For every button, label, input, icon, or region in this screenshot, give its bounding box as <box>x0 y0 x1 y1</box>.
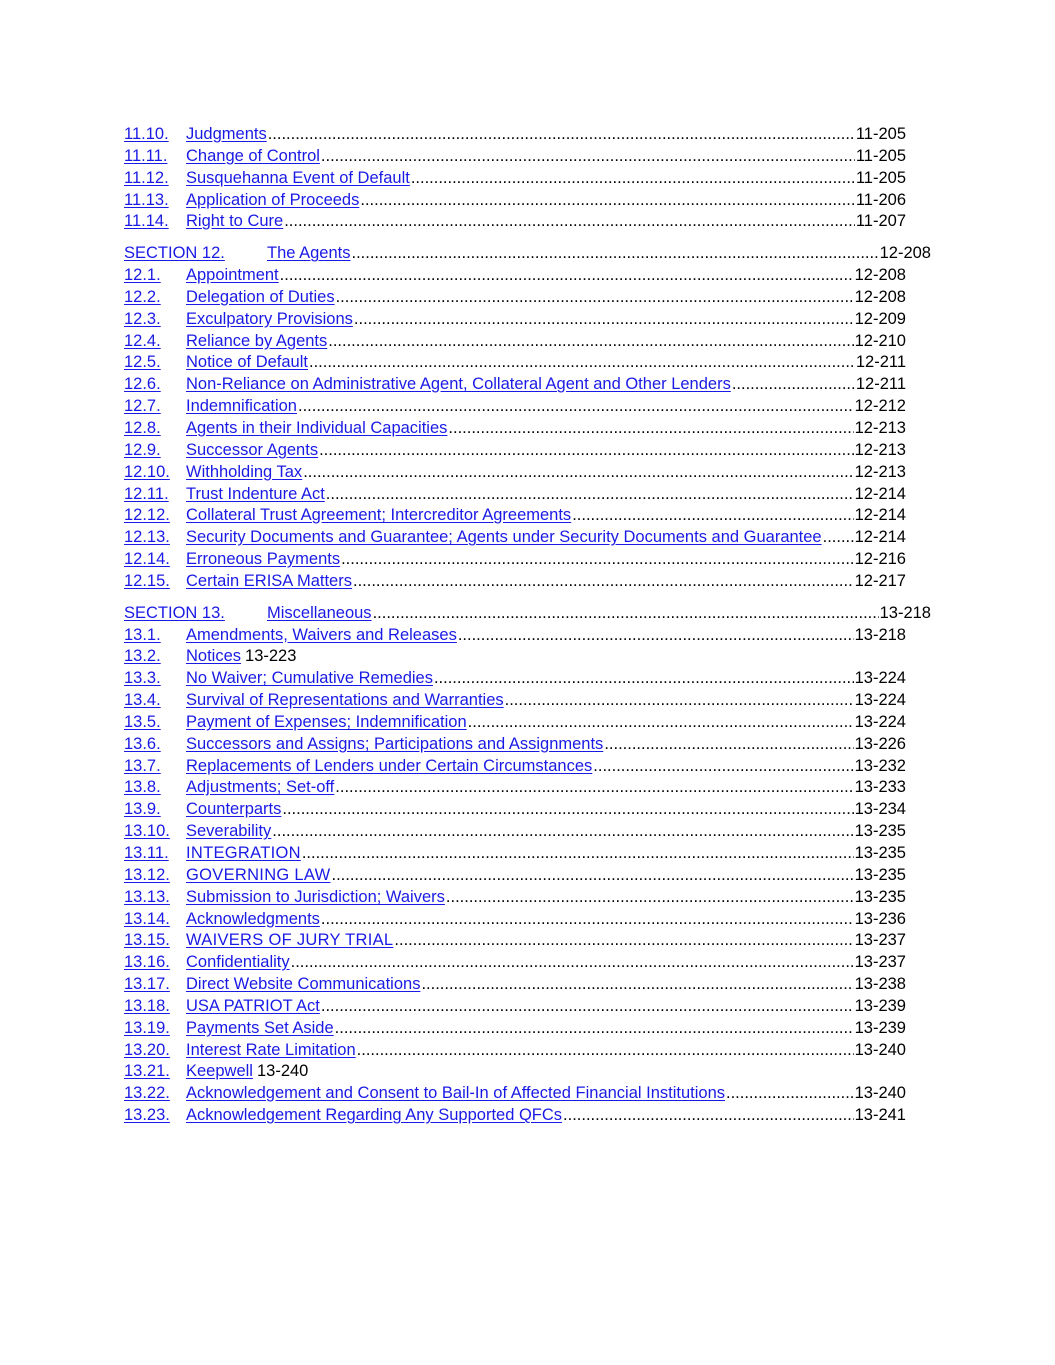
toc-page-number: 13-234 <box>854 800 906 819</box>
toc-entry-number-link[interactable]: 13.5. <box>124 712 161 731</box>
dot-leader <box>303 462 853 484</box>
dot-leader <box>411 168 855 190</box>
toc-entry <box>124 168 906 190</box>
toc-entry-title-link[interactable]: Application of Proceeds <box>186 190 360 209</box>
toc-page-number: 12-213 <box>854 462 906 481</box>
toc-entry <box>124 440 906 462</box>
toc-entry-title-link[interactable]: Miscellaneous <box>267 603 372 622</box>
dot-leader <box>309 352 855 374</box>
toc-page-number: 12-208 <box>854 287 906 306</box>
toc-entry-title-link[interactable]: Right to Cure <box>186 212 284 231</box>
toc-page-number: 12-214 <box>854 506 906 525</box>
toc-entry-title-link[interactable]: Adjustments; Set-off <box>186 778 335 797</box>
toc-entry <box>124 549 906 571</box>
toc-page-number: 13-240 <box>256 1062 309 1081</box>
toc-page-number: 13-239 <box>854 996 906 1015</box>
toc-entry-number-link[interactable]: 13.15. <box>124 931 170 950</box>
dot-leader <box>357 1040 854 1062</box>
dot-leader <box>319 440 854 462</box>
toc-entry-title-link[interactable]: Notice of Default <box>186 353 308 372</box>
dot-leader <box>563 1105 854 1127</box>
toc-page-number: 12-214 <box>854 484 906 503</box>
toc-page-number: 12-214 <box>854 528 906 547</box>
dot-leader <box>421 974 853 996</box>
toc-entry-title-link[interactable]: Certain ERISA Matters <box>186 571 352 590</box>
toc-entry-number-link[interactable]: 13.13. <box>124 887 170 906</box>
toc-entry-title-link[interactable]: Collateral Trust Agreement; Intercreditor Agreements <box>186 506 572 525</box>
dot-leader <box>291 952 854 974</box>
toc-entry-title-link[interactable]: Replacements of Lenders under Certain Circumstances <box>186 756 593 775</box>
toc-page-number: 13-236 <box>854 909 906 928</box>
toc-page-number: 12-217 <box>854 571 906 590</box>
dot-leader <box>321 996 854 1018</box>
toc-entry-number-link[interactable]: 12.1. <box>124 266 161 285</box>
dot-leader <box>360 190 854 212</box>
toc-entry-number-link[interactable]: 13.6. <box>124 734 161 753</box>
toc-entry-title-link[interactable]: WAIVERS OF JURY TRIAL <box>186 931 394 950</box>
toc-entry-title-link[interactable]: Survival of Representations and Warranties <box>186 691 504 710</box>
toc-entry <box>124 625 906 647</box>
toc-entry-number-link[interactable]: 13.2. <box>124 647 161 666</box>
toc-page-number: 13-224 <box>854 691 906 710</box>
toc-page-number: 12-211 <box>855 353 906 372</box>
toc-entry <box>124 418 906 440</box>
toc-entry-title-link[interactable]: Submission to Jurisdiction; Waivers <box>186 887 445 906</box>
toc-page-number: 11-206 <box>855 190 906 209</box>
toc-entry-number-link[interactable]: 11.12. <box>124 168 169 187</box>
toc-entry <box>124 287 906 309</box>
toc-page-number: 13-237 <box>854 931 906 950</box>
dot-leader <box>268 124 855 146</box>
toc-entry-number-link[interactable]: 13.9. <box>124 800 161 819</box>
toc-entry <box>124 484 906 506</box>
toc-entry-title-link[interactable]: Keepwell <box>186 1062 253 1081</box>
toc-page-number: 13-235 <box>854 844 906 862</box>
toc-entry <box>124 309 906 331</box>
toc-entry <box>124 777 906 799</box>
toc-entry-number-link[interactable]: 11.14. <box>124 212 169 231</box>
toc-entry-title-link[interactable]: Susquehanna Event of Default <box>186 168 410 187</box>
toc-page-number: 12-213 <box>854 418 906 437</box>
toc-page-number: 13-240 <box>854 1040 906 1059</box>
toc-entry-number-link[interactable]: 12.6. <box>124 375 161 394</box>
toc-entry-number-link[interactable]: 13.14. <box>124 909 170 928</box>
toc-entry-title-link[interactable]: Direct Website Communications <box>186 975 421 994</box>
toc-page-number: 13-218 <box>879 603 931 622</box>
toc-entry-title-link[interactable]: Erroneous Payments <box>186 550 341 569</box>
toc-entry-number-link[interactable]: 13.11. <box>124 844 169 862</box>
dot-leader <box>468 712 854 734</box>
toc-entry <box>124 352 906 374</box>
toc-entry <box>124 1018 906 1040</box>
toc-entry-title-link[interactable]: Successors and Assigns; Participations and Assignments <box>186 734 604 753</box>
dot-leader <box>732 374 855 396</box>
toc-entry-title-link[interactable]: Counterparts <box>186 800 282 819</box>
toc-entry <box>124 1105 906 1127</box>
toc-entry-number-link[interactable]: 13.3. <box>124 669 161 688</box>
toc-entry-number-link[interactable]: 12.5. <box>124 353 161 372</box>
toc-page-number: 12-212 <box>854 397 906 416</box>
toc-entry-number-link[interactable]: 13.23. <box>124 1106 170 1125</box>
toc-entry <box>124 668 906 690</box>
toc-page-number: 13-237 <box>854 953 906 972</box>
toc-entry-title-link[interactable]: Appointment <box>186 266 279 285</box>
toc-entry <box>124 712 906 734</box>
dot-leader <box>353 571 854 593</box>
toc-page-number: 11-205 <box>855 168 906 187</box>
toc-entry-number-link[interactable]: 12.12. <box>124 506 170 525</box>
toc-entry-title-link[interactable]: Interest Rate Limitation <box>186 1040 356 1059</box>
dot-leader <box>321 146 855 168</box>
dot-leader <box>336 287 854 309</box>
toc-entry-number-link[interactable]: 13.16. <box>124 953 170 972</box>
toc-entry <box>124 190 906 212</box>
dot-leader <box>505 690 854 712</box>
toc-page-number: 12-211 <box>855 375 906 394</box>
toc-entry-number-link[interactable]: 13.22. <box>124 1084 170 1103</box>
toc-entry <box>124 756 906 778</box>
toc-entry-number-link[interactable]: 13.21. <box>124 1062 170 1081</box>
toc-entry-number-link[interactable]: 11.11. <box>124 146 168 165</box>
toc-entry <box>124 462 906 484</box>
toc-entry <box>124 843 906 865</box>
toc-entry-title-link[interactable]: Security Documents and Guarantee; Agents under Security Documents and Guarantee <box>186 528 822 547</box>
toc-entry-number-link[interactable]: 12.9. <box>124 440 161 459</box>
toc-page-number: 12-210 <box>854 331 906 350</box>
toc-entry-number-link[interactable]: 12.2. <box>124 287 161 306</box>
toc-section-heading <box>124 243 931 265</box>
toc-entry-number-link[interactable]: 12.13. <box>124 528 170 547</box>
dot-leader <box>280 265 854 287</box>
toc-entry-title-link[interactable]: INTEGRATION <box>186 844 301 862</box>
toc-section-heading <box>124 603 931 625</box>
toc-entry <box>124 909 906 931</box>
dot-leader <box>331 865 853 887</box>
toc-entry-number-link[interactable]: SECTION 13. <box>124 603 225 622</box>
dot-leader <box>458 625 854 647</box>
toc-page-number: 13-235 <box>854 887 906 906</box>
dot-leader <box>351 243 878 265</box>
toc-entry <box>124 1061 906 1083</box>
toc-page-number: 13-235 <box>854 822 906 841</box>
toc-page-number: 12-208 <box>879 244 931 263</box>
toc-entry-title-link[interactable]: Severability <box>186 822 272 841</box>
toc-entry-title-link[interactable]: Non-Reliance on Administrative Agent, Collateral Agent and Other Lenders <box>186 375 731 394</box>
toc-page-number: 13-224 <box>854 712 906 731</box>
toc-page-number: 12-216 <box>854 550 906 569</box>
toc-entry <box>124 571 906 593</box>
toc-entry-number-link[interactable]: 12.10. <box>124 462 170 481</box>
toc-entry-number-link[interactable]: 12.14. <box>124 550 170 569</box>
toc-entry <box>124 505 906 527</box>
toc-page-number: 11-205 <box>855 146 906 165</box>
dot-leader <box>321 909 854 931</box>
toc-entry <box>124 865 906 887</box>
toc-page-number: 13-223 <box>245 647 297 666</box>
toc-page-number: 13-224 <box>854 669 906 688</box>
toc-entry <box>124 734 906 756</box>
dot-leader <box>446 887 854 909</box>
toc-entry-title-link[interactable]: Indemnification <box>186 397 297 416</box>
dot-leader <box>335 777 853 799</box>
toc-page-number: 12-213 <box>854 440 906 459</box>
toc-entry <box>124 124 906 146</box>
toc-entry-title-link[interactable]: Payments Set Aside <box>186 1018 334 1037</box>
toc-entry-title-link[interactable]: Reliance by Agents <box>186 331 328 350</box>
toc-entry <box>124 887 906 909</box>
toc-entry-title-link[interactable]: Change of Control <box>186 146 320 165</box>
toc-entry-number-link[interactable]: 12.15. <box>124 571 170 590</box>
toc-entry-title-link[interactable]: Successor Agents <box>186 440 319 459</box>
toc-entry <box>124 690 906 712</box>
toc-page-number: 13-241 <box>854 1106 906 1125</box>
toc-entry-title-link[interactable]: Acknowledgement Regarding Any Supported QFCs <box>186 1106 563 1125</box>
toc-entry-number-link[interactable]: 13.20. <box>124 1040 170 1059</box>
toc-page-number: 13-233 <box>854 778 906 797</box>
toc-page-number: 13-239 <box>854 1018 906 1037</box>
toc-entry <box>124 646 906 668</box>
toc-entry-title-link[interactable]: Delegation of Duties <box>186 287 335 306</box>
toc-entry-title-link[interactable]: Amendments, Waivers and Releases <box>186 625 457 644</box>
toc-entry <box>124 265 906 287</box>
toc-page-number: 13-238 <box>854 975 906 994</box>
toc-entry-title-link[interactable]: GOVERNING LAW <box>186 865 331 884</box>
toc-entry-title-link[interactable]: Exculpatory Provisions <box>186 309 353 328</box>
toc-entry <box>124 331 906 353</box>
dot-leader <box>434 668 854 690</box>
toc-page-number: 13-232 <box>854 756 906 775</box>
toc-entry-number-link[interactable]: 13.7. <box>124 756 161 775</box>
dot-leader <box>272 821 853 843</box>
toc-entry <box>124 930 906 952</box>
dot-leader <box>298 396 854 418</box>
toc-entry <box>124 996 906 1018</box>
dot-leader <box>823 527 854 549</box>
dot-leader <box>326 484 854 506</box>
toc-entry-number-link[interactable]: 13.12. <box>124 865 170 884</box>
dot-leader <box>373 603 879 625</box>
toc-entry-number-link[interactable]: 11.13. <box>124 190 169 209</box>
toc-entry-number-link[interactable]: SECTION 12. <box>124 244 225 263</box>
toc-page-number: 12-208 <box>854 266 906 285</box>
dot-leader <box>354 309 854 331</box>
toc-entry-number-link[interactable]: 12.11. <box>124 484 169 503</box>
toc-page-number: 12-209 <box>854 309 906 328</box>
toc-page-number: 11-207 <box>855 212 906 231</box>
toc-entry-number-link[interactable]: 12.8. <box>124 418 161 437</box>
toc-entry-number-link[interactable]: 11.10. <box>124 125 169 143</box>
toc-page-number: 11-205 <box>855 125 906 143</box>
toc-entry-title-link[interactable]: Confidentiality <box>186 953 290 972</box>
toc-entry <box>124 821 906 843</box>
toc-entry-number-link[interactable]: 12.7. <box>124 397 161 416</box>
toc-entry <box>124 527 906 549</box>
toc-entry-title-link[interactable]: Notices <box>186 647 242 666</box>
dot-leader <box>302 843 854 865</box>
toc-page-number: 13-226 <box>854 734 906 753</box>
toc-entry-title-link[interactable]: Withholding Tax <box>186 462 303 481</box>
toc-entry <box>124 374 906 396</box>
toc-entry-number-link[interactable]: 13.10. <box>124 822 170 841</box>
toc-entry-number-link[interactable]: 13.8. <box>124 778 161 797</box>
dot-leader <box>726 1083 854 1105</box>
toc-page-number: 13-218 <box>854 625 906 644</box>
toc-entry <box>124 1040 906 1062</box>
dot-leader <box>593 756 853 778</box>
toc-entry-title-link[interactable]: Acknowledgement and Consent to Bail-In of Affected Financial Institutions <box>186 1084 726 1103</box>
toc-entry-title-link[interactable]: Acknowledgments <box>186 909 320 928</box>
dot-leader <box>394 930 853 952</box>
table-of-contents <box>124 124 931 1127</box>
toc-entry <box>124 211 906 233</box>
toc-entry <box>124 1083 906 1105</box>
dot-leader <box>572 505 853 527</box>
toc-entry-title-link[interactable]: Agents in their Individual Capacities <box>186 418 448 437</box>
toc-entry-number-link[interactable]: 12.4. <box>124 331 161 350</box>
toc-entry-title-link[interactable]: Trust Indenture Act <box>186 484 325 503</box>
toc-entry-title-link[interactable]: No Waiver; Cumulative Remedies <box>186 669 433 688</box>
dot-leader <box>341 549 854 571</box>
toc-entry <box>124 974 906 996</box>
toc-entry-number-link[interactable]: 13.19. <box>124 1018 170 1037</box>
dot-leader <box>284 211 855 233</box>
dot-leader <box>335 1018 854 1040</box>
toc-entry-number-link[interactable]: 13.4. <box>124 691 161 710</box>
toc-entry <box>124 146 906 168</box>
toc-entry-number-link[interactable]: 13.18. <box>124 996 170 1015</box>
toc-entry <box>124 799 906 821</box>
toc-entry-number-link[interactable]: 12.3. <box>124 309 161 328</box>
toc-entry-title-link[interactable]: The Agents <box>267 244 351 263</box>
toc-page-number: 13-240 <box>854 1084 906 1103</box>
toc-entry-title-link[interactable]: Payment of Expenses; Indemnification <box>186 712 467 731</box>
toc-entry-number-link[interactable]: 13.1. <box>124 625 161 644</box>
dot-leader <box>448 418 853 440</box>
dot-leader <box>328 331 853 353</box>
toc-entry-title-link[interactable]: Judgments <box>186 125 267 143</box>
toc-entry-title-link[interactable]: USA PATRIOT Act <box>186 996 320 1015</box>
toc-entry-number-link[interactable]: 13.17. <box>124 975 170 994</box>
toc-entry <box>124 396 906 418</box>
dot-leader <box>282 799 853 821</box>
toc-entry <box>124 952 906 974</box>
toc-page-number: 13-235 <box>854 865 906 884</box>
dot-leader <box>604 734 853 756</box>
